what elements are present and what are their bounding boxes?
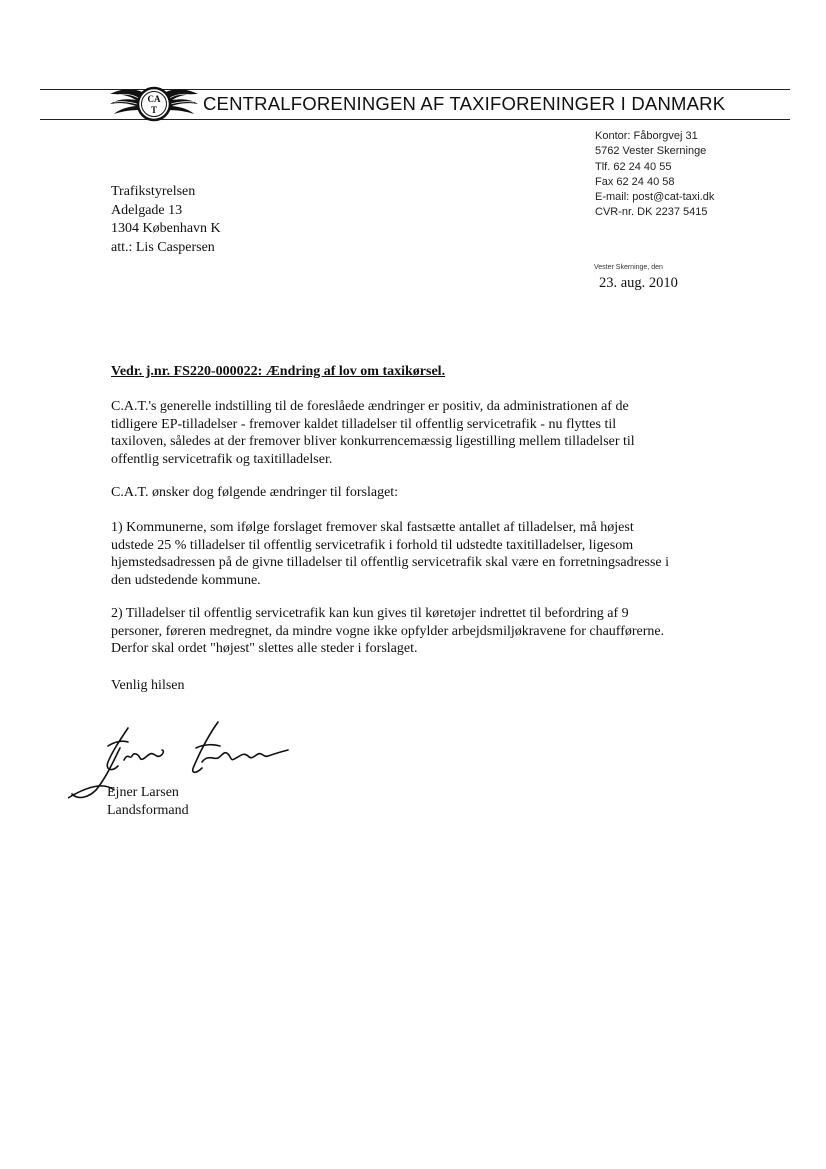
- office-address-block: [595, 129, 714, 221]
- office-line: E-mail: post@cat-taxi.dk: [595, 191, 715, 204]
- office-line: Kontor: Fåborgvej 31: [595, 130, 698, 142]
- body-paragraph-4: [111, 605, 726, 658]
- svg-text:CA: CA: [147, 94, 161, 104]
- text-line: C.A.T. ønsker dog følgende ændringer til forslaget:: [111, 485, 399, 500]
- recipient-address-block: [111, 183, 221, 257]
- dateline-place: Vester Skerninge, den: [594, 264, 663, 271]
- closing-salutation: Venlig hilsen: [111, 678, 185, 693]
- letter-date: 23. aug. 2010: [599, 275, 678, 291]
- office-line: CVR-nr. DK 2237 5415: [595, 206, 708, 219]
- body-paragraph-3: [111, 519, 726, 589]
- letter-subject: Vedr. j.nr. FS220-000022: Ændring af lov om taxikørsel.: [111, 364, 446, 379]
- svg-text:T: T: [150, 105, 158, 115]
- recipient-line: Adelgade 13: [111, 202, 183, 218]
- signer-title: Landsformand: [107, 802, 189, 818]
- recipient-line: 1304 København K: [111, 221, 221, 236]
- text-line: 2) Tilladelser til offentlig servicetrafik kan kun gives til køretøjer indrettet til befordring af 9: [111, 606, 629, 621]
- recipient-line: att.: Lis Caspersen: [111, 239, 215, 255]
- body-paragraph-2: [111, 484, 726, 502]
- text-line: udstede 25 % tilladelser til offentlig servicetrafik i forhold til udstedte taxitilladelser, ligesom: [111, 537, 634, 553]
- office-line: Tlf. 62 24 40 55: [595, 160, 672, 173]
- office-line: 5762 Vester Skerninge: [595, 145, 707, 158]
- text-line: den udstedende kommune.: [111, 572, 261, 588]
- text-line: offentlig servicetrafik og taxitilladelser.: [111, 451, 333, 467]
- body-paragraph-1: [111, 398, 726, 468]
- text-line: taxiloven, således at der fremover bliver konkurrencemæssig ligestilling mellem tilladelser til: [111, 434, 635, 450]
- text-line: hjemstedsadressen på de givne tilladelser til offentlig servicetrafik skal være en forretningsadresse i: [111, 555, 670, 571]
- text-line: C.A.T.'s generelle indstilling til de foreslåede ændringer er positiv, da administrationen af de: [111, 399, 629, 414]
- recipient-line: Trafikstyrelsen: [111, 184, 196, 199]
- text-line: Derfor skal ordet "højest" slettes alle steder i forslaget.: [111, 641, 418, 657]
- text-line: personer, føreren medregnet, da mindre vogne ikke opfylder arbejdsmiljøkravene for chaufførerne.: [111, 623, 665, 639]
- cat-winged-logo-icon: [108, 80, 200, 128]
- signer-name: Ejner Larsen: [107, 785, 179, 800]
- text-line: tidligere EP-tilladelser - fremover kaldet tilladelser til offentlig servicetrafik - nu flyttes til: [111, 416, 617, 432]
- office-line: Fax 62 24 40 58: [595, 175, 675, 188]
- text-line: 1) Kommunerne, som ifølge forslaget fremover skal fastsætte antallet af tilladelser, må højest: [111, 520, 634, 535]
- signer-block: [107, 784, 189, 819]
- organization-name: CENTRALFORENINGEN AF TAXIFORENINGER I DANMARK: [203, 93, 726, 114]
